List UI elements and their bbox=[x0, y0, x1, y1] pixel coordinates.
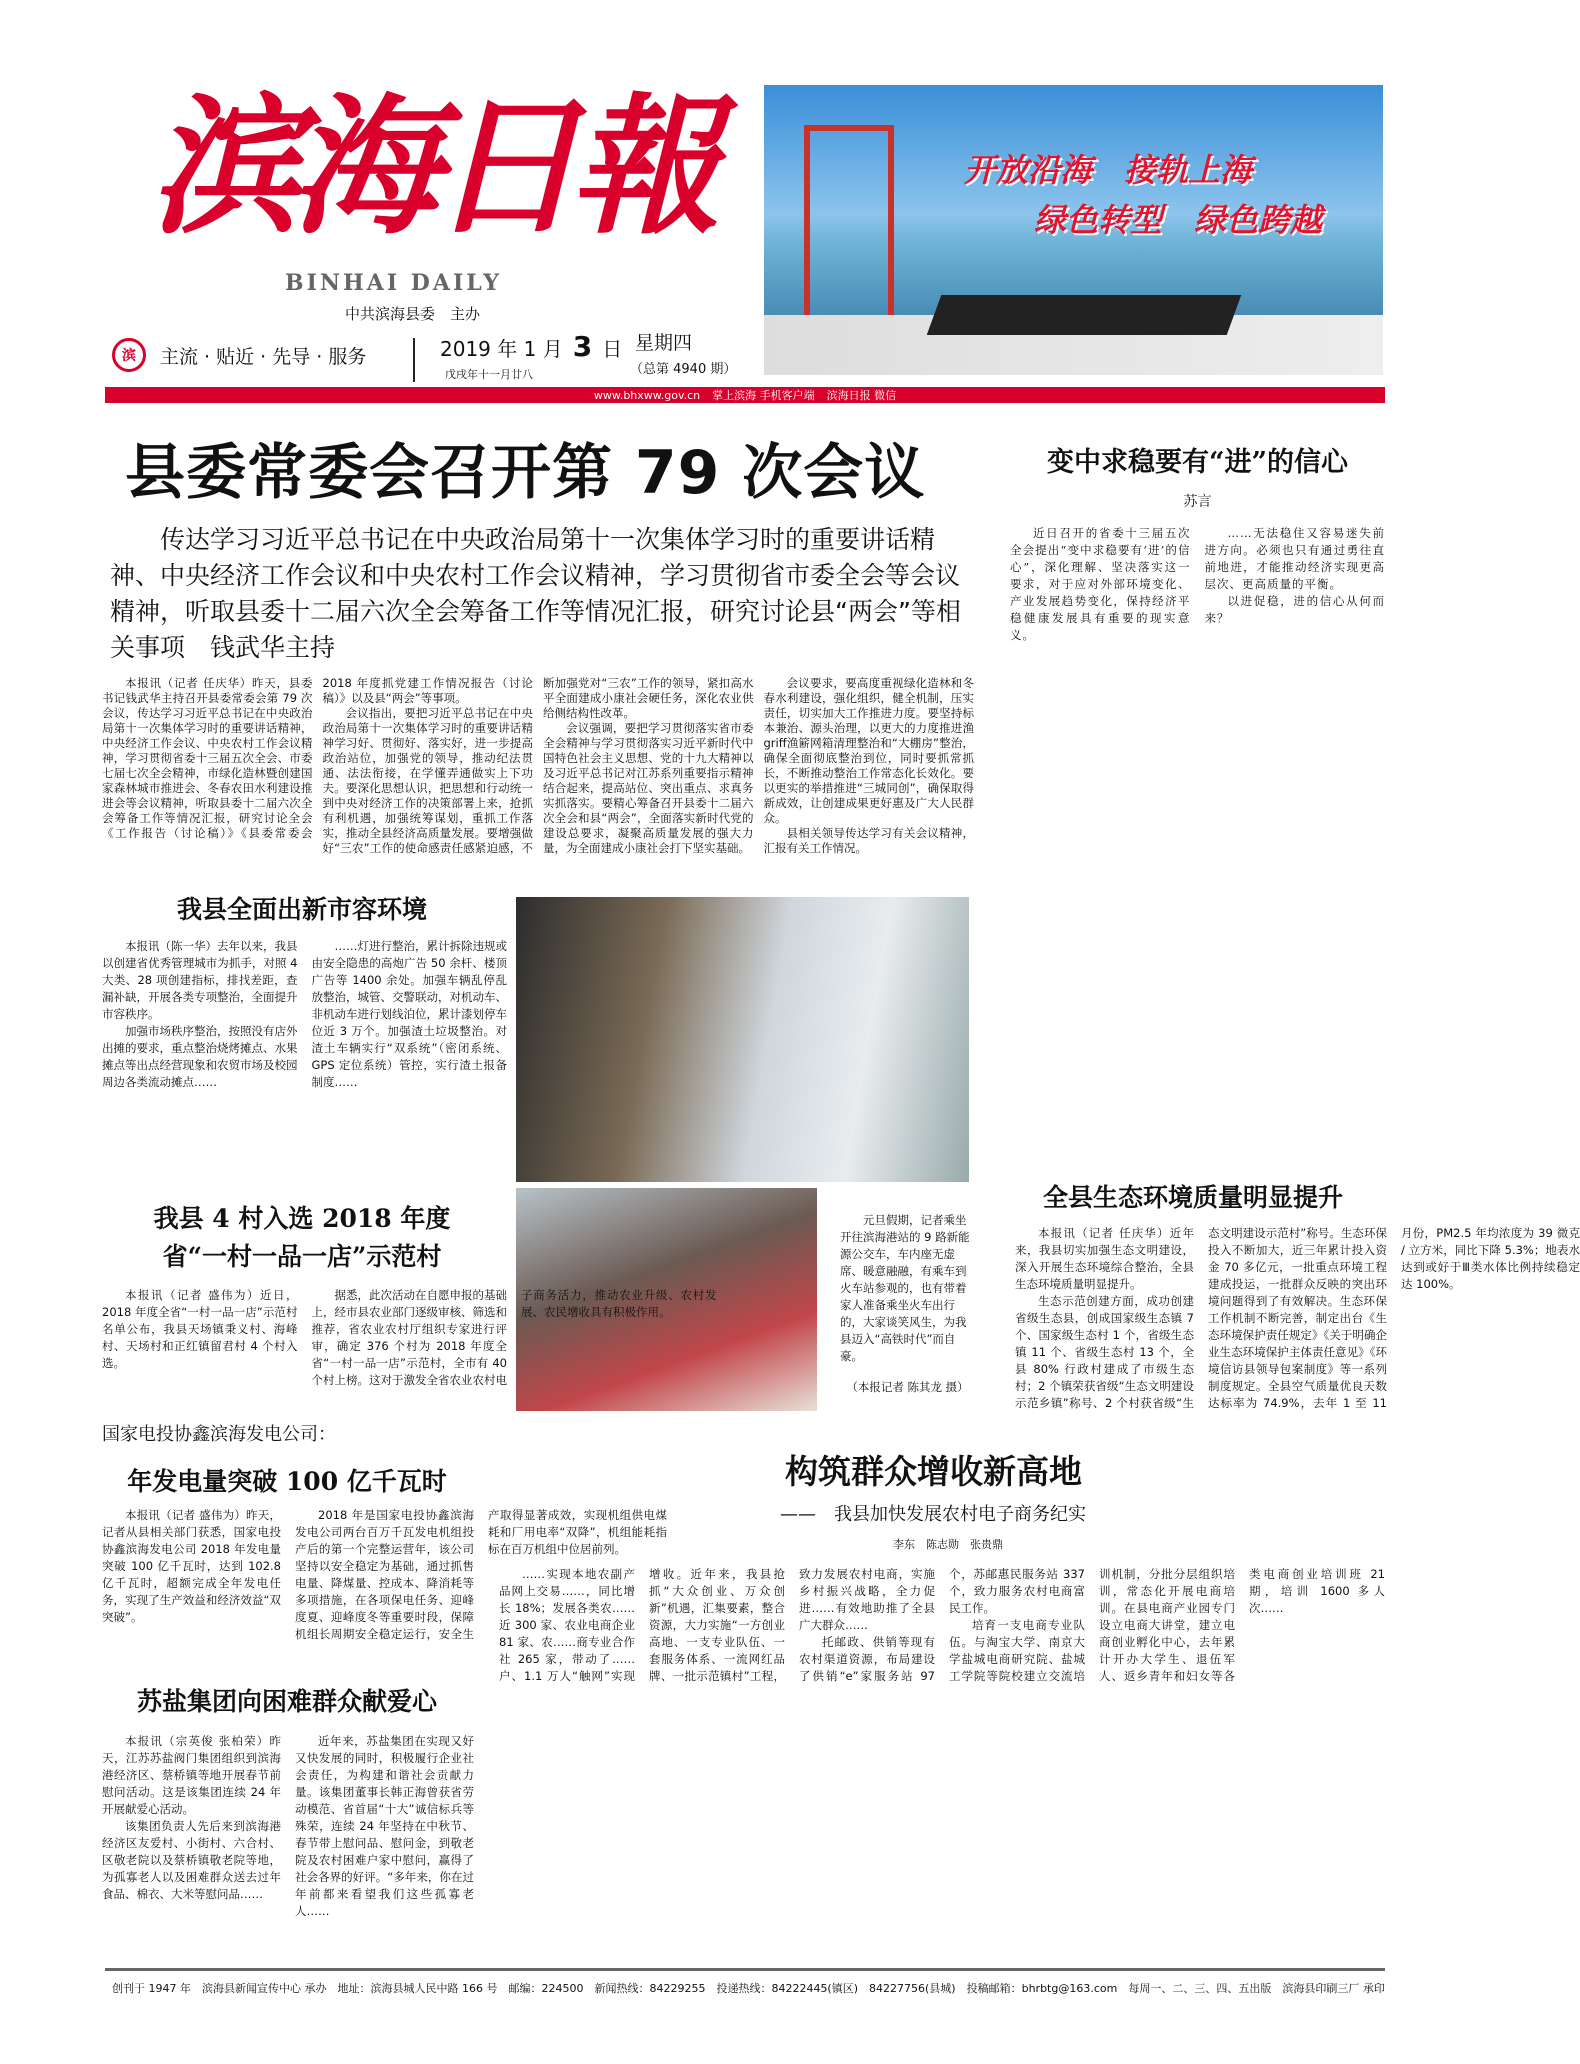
motto bbox=[112, 338, 366, 372]
divider bbox=[413, 338, 415, 382]
paragraph: 本报讯（记者 盛伟为）昨天，记者从县相关部门获悉，国家电投协鑫滨海发电公司 2018 年发电量突破 100 亿千瓦时，达到 102.8 亿千瓦时，超额完成全年发电任务，实现了生产效益和经济效益“双突破”。 bbox=[102, 1508, 281, 1624]
issue-date bbox=[440, 330, 622, 366]
paragraph: 据悉，此次活动在自愿申报的基础上，经市县农业部门逐级审核、筛选和推荐，省农业农村厅组织专家进行评审，确定 376 个村为 2018 年度全省“一村一品一店”示范村，全市有 40 个村上榜。这对于激发全省农业农村电子商务活力，推动农业升级、农村发展、农民增收具有积极作用。 bbox=[311, 1288, 717, 1387]
weekday: 星期四 bbox=[635, 332, 693, 354]
paragraph: 本报讯（记者 任庆华）昨天，县委书记钱武华主持召开县委常委会第 79 次会议，传达学习习近平总书记在中央政治局第十一次集体学习时的重要讲话精神，中央经济工作会议、中央农村工作会议精神，学习贯彻省委十三届五次全会、市委七届七次全会精神，市绿化造林暨创建国家森林城市推进会、冬春农田水利建设推进会等会议精神，听取县委十二届六次全会筹备工作等情况汇报，研究讨论全会《工作报告（讨论稿）》《县委常委会 2018 年度抓党建工作情况报告（讨论稿）》以及县“两会”等事项。 bbox=[102, 676, 533, 840]
website-link[interactable]: www.bhxww.gov.cn bbox=[593, 388, 701, 402]
power-kicker: 国家电投协鑫滨海发电公司： bbox=[102, 1424, 336, 1445]
url-bar bbox=[105, 387, 1385, 403]
power-body bbox=[102, 1507, 667, 1652]
paragraph: 会议强调，要把学习贯彻落实省市委全会精神与学习贯彻落实习近平新时代中国特色社会主义思想、党的十九大精神以及习近平总书记对江苏系列重要指示精神结合起来，提高站位、突出重点、求真务实抓落实。要精心筹备召开县委十二届六次全会和县“两会”，全面落实新时代党的建设总要求，凝聚高质量发展的强大力量，为全面建成小康社会打下坚实基础。 bbox=[543, 721, 754, 855]
wechat-label: 滨海日报 微信 bbox=[826, 389, 897, 402]
caption-credit: （本报记者 陈其龙 摄） bbox=[846, 1380, 969, 1394]
photo-caption bbox=[840, 1212, 975, 1396]
paragraph: 托邮政、供销等现有农村渠道资源，布局建设了供销“e”家服务站 97 个，苏邮惠民服务站 337 个，致力服务农村电商富民工作。 bbox=[799, 1567, 1085, 1683]
port-photo bbox=[764, 85, 1383, 372]
commentary-title: 变中求稳要有“进”的信心 bbox=[1046, 447, 1349, 478]
paragraph: 本报讯（记者 盛伟为）近日，2018 年度全省“一村一品一店”示范村名单公布，我县天场镇秉义村、海峰村、天场村和正红镇留君村 4 个村入选。 bbox=[102, 1288, 298, 1370]
paragraph: ……实现本地农副产品网上交易……，同比增长 18%；发展各类农……近 300 家、农业电商企业 81 家、农……商专业合作社 265 家，带动了……户、1.1 万人“触网”实现增收。近年来，我县抢抓“大众创业、万众创新”机遇，汇集要素，整合资源，大力实施“一方创业高地、一支专业队伍、一套服务体系、一流网红品牌、一批示范镇村”工程，致力发展农村电商，实施乡村振兴战略，全力促进……有效地助推了全县广大群众…… bbox=[499, 1567, 935, 1683]
lunar-date: 戊戌年十一月廿八 bbox=[445, 368, 533, 381]
lead-deck: 传达学习习近平总书记在中央政治局第十一次集体学习时的重要讲话精神、中央经济工作会议和中央农村工作会议精神，学习贯彻省市委全会等会议精神，听取县委十二届六次全会筹备工作等情况汇报，研究讨论县“两会”等相关事项 钱武华主持 bbox=[110, 525, 961, 662]
ecommerce-subtitle: —— 我县加快发展农村电子商务纪实 bbox=[780, 1504, 1086, 1525]
date-prefix: 2019 年 1 月 bbox=[440, 337, 563, 361]
app-label: 掌上滨海 手机客户端 bbox=[712, 389, 815, 402]
headline-line: 省“一村一品一店”示范村 bbox=[162, 1242, 442, 1271]
sponsor: 中共滨海县委 主办 bbox=[345, 305, 481, 323]
paragraph: 会议指出，要把习近平总书记在中央政治局第十一次集体学习时的重要讲话精神学习好、贯彻好、落实好，进一步提高政治站位，加强党的领导，推动纪法贯通、法法衔接，在学懂弄通做实上下功夫。要深化思想认识，把思想和行动统一到中央对经济工作的决策部署上来，抢抓有利机遇，加强统筹谋划，重抓工作落实，推动全县经济高质量发展。要增强做好“三农”工作的使命感责任感紧迫感，不断加强党对“三农”工作的领导，紧扣高水平全面建成小康社会硬任务，深化农业供给侧结构性改革。 bbox=[322, 676, 754, 855]
commentary-author: 苏言 bbox=[1183, 494, 1212, 510]
caption-text: 元旦假期，记者乘坐开往滨海港站的 9 路新能源公交车，车内座无虚席、暖意融融，有乘车到火车站参观的，也有带着家人准备乘坐火车出行的，大家谈笑风生，为我县迈入“高铁时代”而自豪。 bbox=[840, 1213, 970, 1363]
badge-icon: 滨 bbox=[112, 338, 146, 372]
paragraph: 近日召开的省委十三届五次全会提出“变中求稳要有‘进’的信心”，深化理解、坚决落实这一要求，对于应对外部环境变化、产业发展趋势变化，保持经济平稳健康发展具有重要的现实意义。 bbox=[1010, 526, 1191, 642]
paragraph: ……灯进行整治，累计拆除违规或由安全隐患的高炮广告 50 余杆、楼顶广告等 1400 余处。加强车辆乱停乱放整治，城管、交警联动，对机动车、非机动车进行划线泊位，累计漆划停车位近 3 万个。加强渣土垃圾整治。对渣土车辆实行“双系统”（密闭系统、GPS 定位系统）管控，实行渣土报备制度…… bbox=[311, 939, 507, 1089]
power-headline: 年发电量突破 100 亿千瓦时 bbox=[127, 1467, 447, 1496]
salt-body bbox=[102, 1733, 474, 1965]
paragraph: 本报讯（记者 任庆华）近年来，我县切实加强生态文明建设，深入开展生态环境综合整治，全县生态环境质量明显提升。 bbox=[1015, 1226, 1194, 1291]
villages-headline bbox=[102, 1200, 502, 1276]
paragraph: 培育一支电商专业队伍。与淘宝大学、南京大学盐城电商研究院、盐城工学院等院校建立交流培训机制，分批分层组织培训，常态化开展电商培训。在县电商产业园专门设立电商大讲堂，建立电商创业孵化中心，去年累计开办大学生、退伍军人、返乡青年和妇女等各类电商创业培训班 21 期，培训 1600 多人次…… bbox=[949, 1567, 1385, 1683]
paragraph: 县相关领导传达学习有关会议精神，汇报有关工作情况。 bbox=[763, 826, 974, 855]
train-photo bbox=[516, 897, 969, 1182]
salt-headline: 苏盐集团向困难群众献爱心 bbox=[136, 1687, 437, 1716]
lead-body bbox=[102, 676, 974, 882]
city-headline: 我县全面出新市容环境 bbox=[176, 895, 427, 924]
lead-headline: 县委常委会召开第 79 次会议 bbox=[125, 438, 926, 508]
paragraph: 2018 年是国家电投协鑫滨海发电公司两台百万千瓦发电机组投产后的第一个完整运营年，该公司坚持以安全稳定为基础，通过抓售电量、降煤量、控成本、降消耗等多项措施，在各项保电任务、迎峰度夏、迎峰度冬等重要时段，保障机组长周期安全稳定运行，安全生产取得显著成效，实现机组供电煤耗和厂用电率“双降”，机组能耗指标在百万机组中位居前列。 bbox=[295, 1508, 667, 1641]
masthead-english: BINHAI DAILY bbox=[285, 270, 503, 296]
ecommerce-body bbox=[499, 1566, 1385, 1964]
paragraph: ……无法稳住又容易迷失前进方向。必须也只有通过勇往直前地进，才能推动经济实现更高层次、更高质量的平衡。 bbox=[1204, 526, 1385, 591]
villages-body bbox=[102, 1287, 717, 1397]
paragraph: 本报讯（宗英俊 张柏荣）昨天，江苏苏盐阀门集团组织到滨海港经济区、蔡桥镇等地开展春节前慰问活动。这是该集团连续 24 年开展献爱心活动。 bbox=[102, 1734, 281, 1816]
footer-divider bbox=[105, 1968, 1385, 1971]
commentary-body bbox=[1010, 525, 1385, 1125]
issue-number: （总第 4940 期） bbox=[630, 362, 737, 377]
ecommerce-byline: 李东 陈志勋 张贵鼎 bbox=[893, 1538, 1003, 1551]
paragraph: 生态示范创建方面，成功创建省级生态县，创成国家级生态镇 7 个、国家级生态村 1 个，省级生态镇 11 个、省级生态村 13 个，全县 80% 行政村建成了市级生态村；2 个镇荣获省级“生态文明建设示范乡镇”称号、2 个村获省级“生态文明建设示范村”称号。生态环保投入不断加大，近三年累计投入资金 70 多亿元，一批重点环境工程建成投运，一批群众反映的突出环境问题得到了有效解决。生态环保工作机制不断完善，制定出台《生态环境保护责任规定》《关于明确企业生态环境保护主体责任意见》《环境信访县领导包案制度》等一系列制度规定。全县空气质量优良天数达标率为 74.9%，去年 1 至 11 月份，PM2.5 年均浓度为 39 微克 / 立方米，同比下降 5.3%；地表水达到或好于Ⅲ类水体比例持续稳定达 100%。 bbox=[1015, 1226, 1580, 1410]
paragraph: 加强市场秩序整治，按照没有店外出摊的要求，重点整治烧烤摊点、水果摊点等出点经营现象和农贸市场及校园周边各类流动摊点…… bbox=[102, 1024, 298, 1089]
commentary bbox=[1010, 440, 1385, 1145]
date-day: 3 bbox=[572, 330, 593, 363]
slogan-1: 开放沿海 接轨上海 bbox=[964, 151, 1253, 189]
city-body bbox=[102, 938, 507, 1163]
paragraph: 近年来，苏盐集团在实现又好又快发展的同时，积极履行企业社会责任，为构建和谐社会贡献力量。该集团董事长韩正海曾获省劳动模范、省首届“十大”诚信标兵等殊荣，连续 24 年坚持在中秋节、春节带上慰问品、慰问金，到敬老院及农村困难户家中慰问，赢得了社会各界的好评。“多年来，你在过年前都来看望我们这些孤寡老人…… bbox=[295, 1734, 474, 1918]
date-suffix: 日 bbox=[602, 337, 623, 361]
paragraph: 本报讯（陈一华）去年以来，我县以创建省优秀管理城市为抓手，对照 4 大类、28 项创建指标，排找差距，查漏补缺，开展各类专项整治，全面提升市容秩序。 bbox=[102, 939, 298, 1021]
paragraph: 该集团负责人先后来到滨海港经济区友爱村、小街村、六合村、区敬老院以及蔡桥镇敬老院等地，为孤寡老人以及困难群众送去过年食品、棉衣、大米等慰问品…… bbox=[102, 1819, 281, 1901]
masthead-logo: 滨海日報 bbox=[150, 79, 711, 255]
ecology-body bbox=[1015, 1225, 1580, 1420]
headline-line: 我县 4 村入选 2018 年度 bbox=[153, 1204, 451, 1233]
ecommerce-headline: 构筑群众增收新高地 bbox=[785, 1452, 1082, 1491]
footer-info: 创刊于 1947 年 滨海县新闻宣传中心 承办 地址：滨海县城人民中路 166 号 邮编：224500 新闻热线：84229255 投递热线：84222445(镇区) 84227756(县城) 投稿邮箱：bhrbtg@163.com 每周一、二、三、四、五出版 滨海县印刷三厂 承印 bbox=[112, 1982, 1385, 1995]
slogan-2: 绿色转型 绿色跨越 bbox=[1034, 201, 1323, 239]
ship-shape bbox=[927, 295, 1242, 335]
motto-text: 主流 · 贴近 · 先导 · 服务 bbox=[160, 345, 367, 368]
paragraph: 以进促稳，进的信心从何而来？ bbox=[1204, 594, 1385, 625]
ecology-headline: 全县生态环境质量明显提升 bbox=[1042, 1183, 1343, 1212]
paragraph: 会议要求，要高度重视绿化造林和冬春水利建设，强化组织，健全机制，压实责任，切实加大工作推进力度。要坚持标本兼治、源头治理，以更大的力度推进渔griff渔簖网箱清理整治和“大棚房”整治，确保全面彻底整治到位，同时要抓常抓长，不断推动整治工作常态化长效化。要以更实的举措推进“三城同创”，确保取得新成效，让创建成果更好惠及广大人民群众。 bbox=[763, 676, 974, 825]
